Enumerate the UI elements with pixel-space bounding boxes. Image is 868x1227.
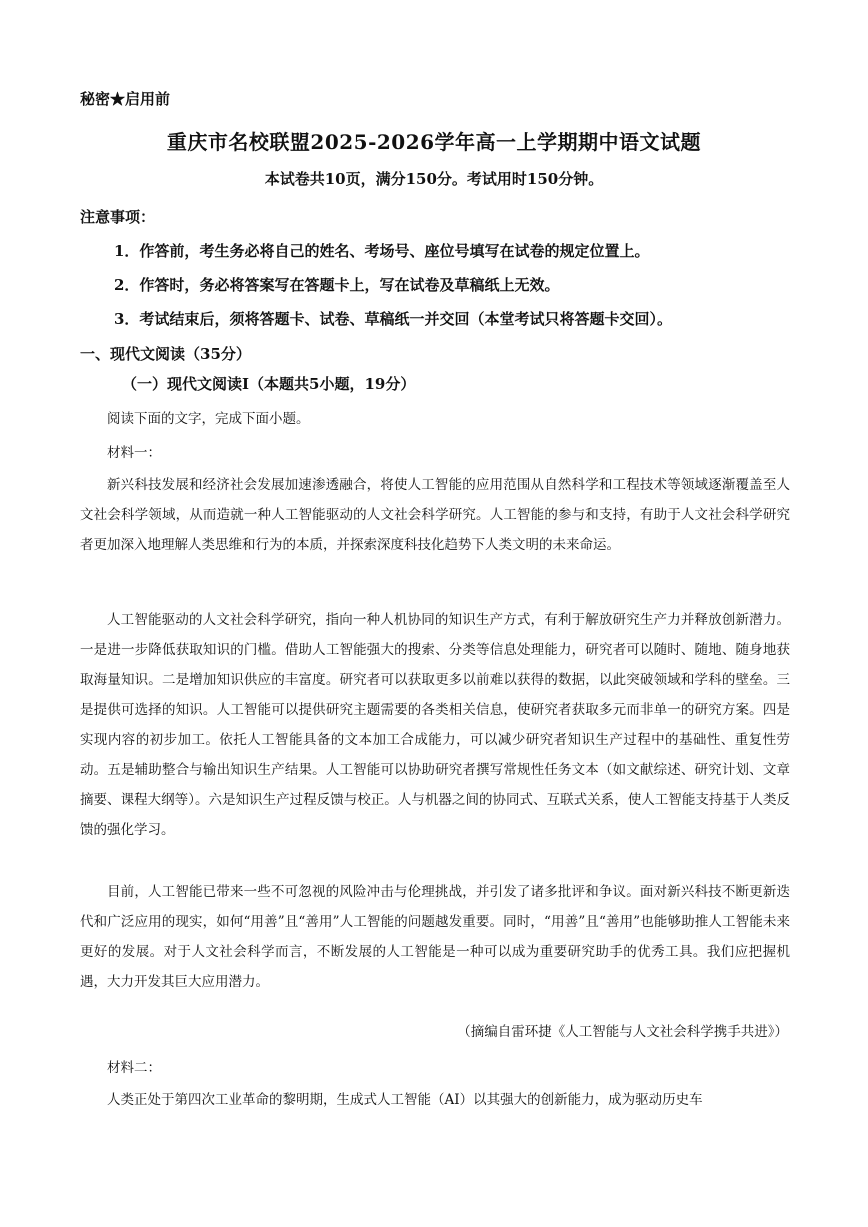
section-heading: 一、现代文阅读（35分） [80,345,251,363]
notice-item-1: 1．作答前，考生务必将自己的姓名、考场号、座位号填写在试卷的规定位置上。 [114,242,650,260]
material-1-source: （摘编自雷环捷《人工智能与人文社会科学携手共进》） [457,1024,788,1040]
material-2-label: 材料二： [107,1060,161,1076]
notice-item-3: 3．考试结束后，须将答题卡、试卷、草稿纸一并交回（本堂考试只将答题卡交回）。 [114,310,672,328]
notice-item-2: 2．作答时，务必将答案写在答题卡上，写在试卷及草稿纸上无效。 [114,276,560,294]
exam-title: 重庆市名校联盟2025-2026学年高一上学期期中语文试题 [166,130,702,154]
material-1-paragraph-3: 目前，人工智能已带来一些不可忽视的风险冲击与伦理挑战，并引发了诸多批评和争议。面对新兴科技不断更新迭代和广泛应用的现实，如何“用善”且“善用”人工智能的问题越发重要。同时，“用善”且“善用”也能够助推人工智能未来更好的发展。对于人文社会科学而言，不断发展的人工智能是一种可以成为重要研究助手的优秀工具。我们应把握机遇，大力开发其巨大应用潜力。 [80,884,790,990]
material-2-paragraph-1: 人类正处于第四次工业革命的黎明期，生成式人工智能（AI）以其强大的创新能力，成为驱动历史车 [107,1092,703,1108]
secret-mark: 秘密★启用前 [80,90,171,108]
notice-heading: 注意事项： [80,208,156,226]
material-1-paragraph-1: 新兴科技发展和经济社会发展加速渗透融合，将使人工智能的应用范围从自然科学和工程技术等领域逐渐覆盖至人文社会科学领域，从而造就一种人工智能驱动的人文社会科学研究。人工智能的参与和支持，有助于人文社会科学研究者更加深入地理解人类思维和行为的本质，并探索深度科技化趋势下人类文明的未来命运。 [80,477,790,553]
material-1-label: 材料一： [107,445,161,461]
material-1-paragraph-2: 人工智能驱动的人文社会科学研究，指向一种人机协同的知识生产方式，有利于解放研究生产力并释放创新潜力。一是进一步降低获取知识的门槛。借助人工智能强大的搜索、分类等信息处理能力，研究者可以随时、随地、随身地获取海量知识。二是增加知识供应的丰富度。研究者可以获取更多以前难以获得的数据，以此突破领域和学科的壁垒。三是提供可选择的知识。人工智能可以提供研究主题需要的各类相关信息，使研究者获取多元而非单一的研究方案。四是实现内容的初步加工。依托人工智能具备的文本加工合成能力，可以减少研究者知识生产过程中的基础性、重复性劳动。五是辅助整合与输出知识生产结果。人工智能可以协助研究者撰写常规性任务文本（如文献综述、研究计划、文章摘要、课程大纲等）。六是知识生产过程反馈与校正。人与机器之间的协同式、互联式关系，使人工智能支持基于人类反馈的强化学习。 [80,612,790,838]
exam-subtitle: 本试卷共10页，满分150分。考试用时150分钟。 [264,170,604,188]
subsection-heading: （一）现代文阅读Ⅰ（本题共5小题，19分） [122,375,416,393]
reading-instruction: 阅读下面的文字，完成下面小题。 [107,411,310,427]
